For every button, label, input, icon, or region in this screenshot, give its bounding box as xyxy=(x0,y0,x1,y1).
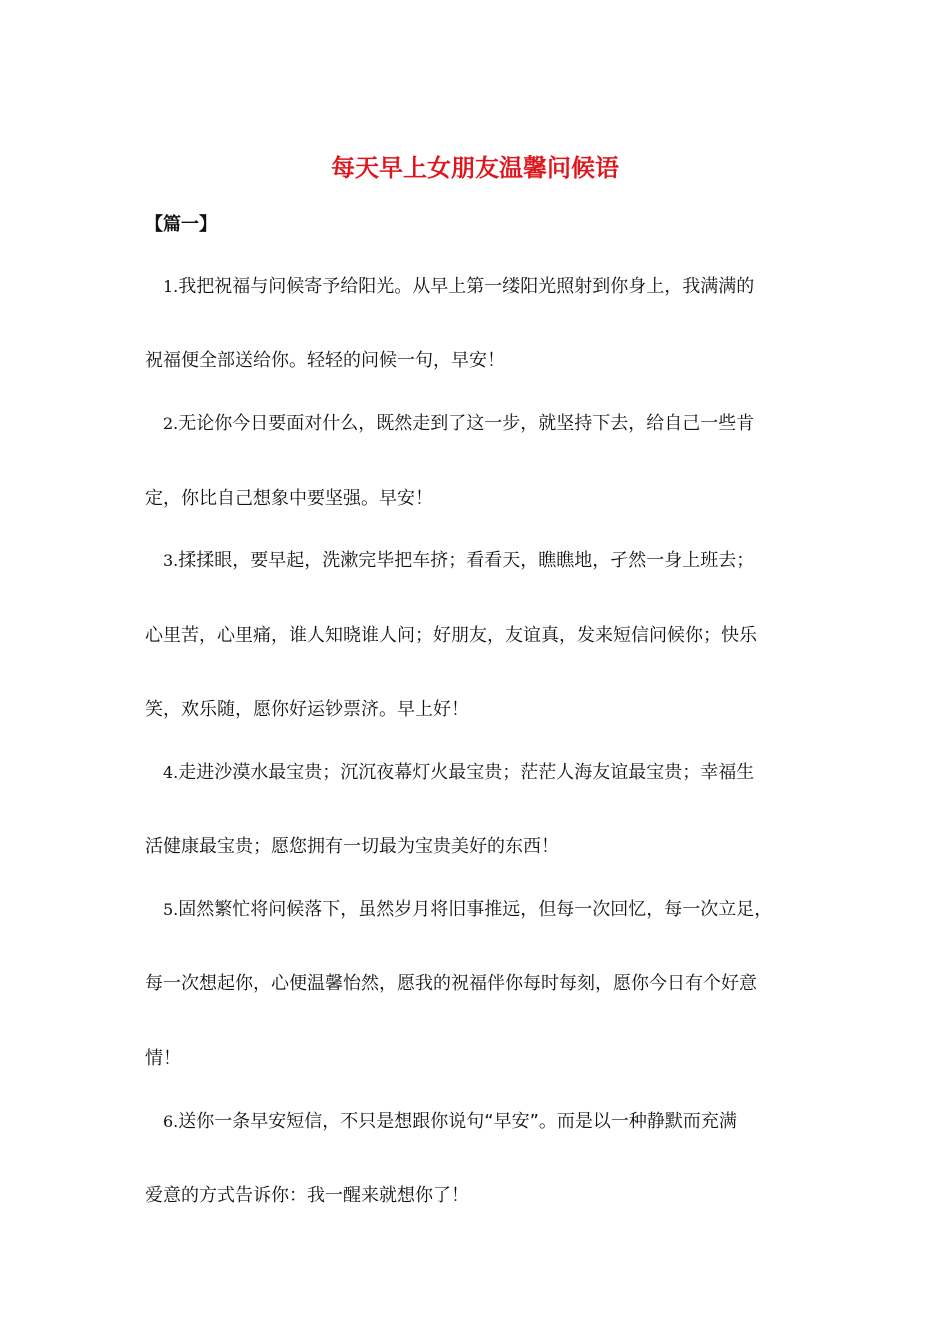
list-item-5-continuation-2: 情！ xyxy=(145,1048,181,1069)
section-heading: 【篇一】 xyxy=(145,214,217,235)
list-item-3-first-line xyxy=(163,546,805,576)
list-item-5-first-line xyxy=(163,895,805,925)
list-item-text: 送你一条早安短信，不只是想跟你说句“早安”。而是以一种静默而充满 xyxy=(178,1111,737,1132)
list-item-number: 2. xyxy=(163,414,179,433)
list-item-4-continuation: 活健康最宝贵；愿您拥有一切最为宝贵美好的东西！ xyxy=(145,836,559,857)
list-item-text: 无论你今日要面对什么，既然走到了这一步，就坚持下去，给自己一些肯 xyxy=(178,413,755,434)
list-item-4-first-line xyxy=(163,758,805,788)
list-item-6-continuation: 爱意的方式告诉你：我一醒来就想你了！ xyxy=(145,1185,469,1206)
list-item-1-first-line xyxy=(163,272,805,302)
list-item-text: 固然繁忙将问候落下，虽然岁月将旧事推远，但每一次回忆，每一次立足， xyxy=(178,899,773,920)
list-item-1-continuation: 祝福便全部送给你。轻轻的问候一句，早安！ xyxy=(145,350,505,371)
list-item-3-continuation-1: 心里苦，心里痛，谁人知晓谁人问；好朋友，友谊真，发来短信问候你；快乐 xyxy=(145,625,757,646)
list-item-6-first-line xyxy=(163,1107,805,1137)
list-item-3-continuation-2: 笑，欢乐随，愿你好运钞票济。早上好！ xyxy=(145,699,469,720)
list-item-2-continuation: 定，你比自己想象中要坚强。早安！ xyxy=(145,488,433,509)
list-item-text: 走进沙漠水最宝贵；沉沉夜幕灯火最宝贵；茫茫人海友谊最宝贵；幸福生 xyxy=(178,762,755,783)
list-item-number: 4. xyxy=(163,763,179,782)
list-item-text: 揉揉眼，要早起，洗漱完毕把车挤；看看天，瞧瞧地，孑然一身上班去； xyxy=(178,550,755,571)
document-title: 每天早上女朋友温馨问候语 xyxy=(331,154,619,182)
list-item-5-continuation-1: 每一次想起你，心便温馨怡然，愿我的祝福伴你每时每刻，愿你今日有个好意 xyxy=(145,973,757,994)
list-item-2-first-line xyxy=(163,409,805,439)
list-item-number: 5. xyxy=(163,900,179,919)
list-item-number: 1. xyxy=(163,277,179,296)
list-item-number: 6. xyxy=(163,1112,179,1131)
list-item-number: 3. xyxy=(163,551,179,570)
list-item-text: 我把祝福与问候寄予给阳光。从早上第一缕阳光照射到你身上，我满满的 xyxy=(178,276,755,297)
